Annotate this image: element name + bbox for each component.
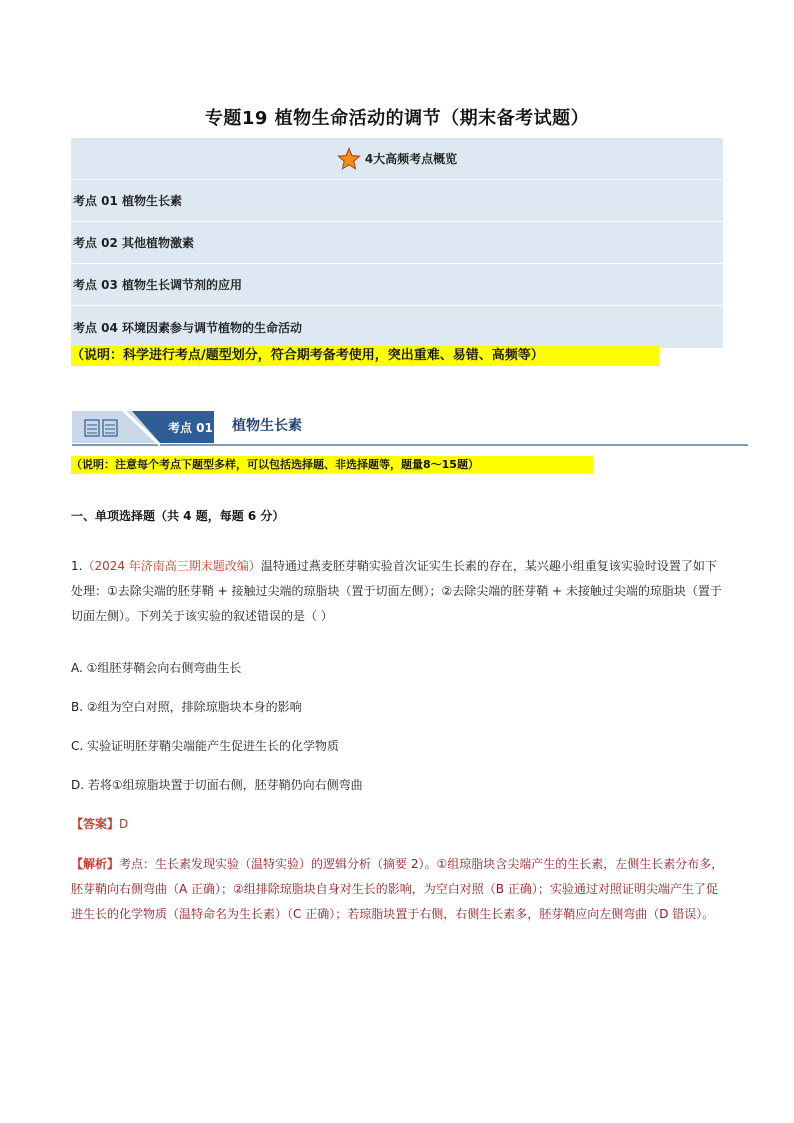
section-title: 植物生长素 bbox=[232, 418, 302, 434]
overview-item[interactable]: 考点 03 植物生长调节剂的应用 bbox=[71, 264, 723, 306]
analysis bbox=[71, 852, 725, 927]
main-note: （说明：科学进行考点/题型划分，符合期考备考使用，突出重难、易错、高频等） bbox=[71, 346, 659, 366]
analysis-label: 【解析】 bbox=[71, 857, 120, 871]
answer bbox=[71, 815, 128, 832]
part-heading: 一、单项选择题（共 4 题，每题 6 分） bbox=[71, 509, 285, 523]
analysis-text: 考点：生长素发现实验（温特实验）的逻辑分析（摘要 2）。①组琼脂块含尖端产生的生长素，左侧生长素分布多，胚芽鞘向右侧弯曲（A 正确）；②组排除琼脂块自身对生长的影响，为空白对照（B 正确）；实验通过对照证明尖端产生了促进生长的化学物质（温特命名为生长素）（C 正确）；若琼脂块置于右侧，右侧生长素多，胚芽鞘应向左侧弯曲（D 错误）。 bbox=[71, 857, 724, 921]
star-icon bbox=[337, 147, 361, 171]
question-stem bbox=[71, 554, 725, 629]
section-tag: 考点 01 bbox=[168, 421, 213, 435]
option-c: C. 实验证明胚芽鞘尖端能产生促进生长的化学物质 bbox=[71, 739, 340, 753]
section-banner bbox=[72, 409, 748, 449]
answer-label: 【答案】 bbox=[71, 817, 120, 831]
overview-heading bbox=[71, 138, 723, 180]
question-text: 温特通过燕麦胚芽鞘实验首次证实生长素的存在，某兴趣小组重复该实验时设置了如下处理：①去除尖端的胚芽鞘 + 接触过尖端的琼脂块（置于切面左侧）；②去除尖端的胚芽鞘 + 未接触过尖端的琼脂块（置于切面左侧）。下列关于该实验的叙述错误的是（ ） bbox=[71, 559, 722, 623]
page-title: 专题19 植物生命活动的调节（期末备考试题） bbox=[204, 108, 590, 129]
section-note: （说明：注意每个考点下题型多样，可以包括选择题、非选择题等，题量8～15题） bbox=[71, 456, 593, 474]
overview-item[interactable]: 考点 04 环境因素参与调节植物的生命活动 bbox=[73, 320, 303, 335]
option-d: D. 若将①组琼脂块置于切面右侧，胚芽鞘仍向右侧弯曲 bbox=[71, 778, 363, 792]
overview-item[interactable]: 考点 02 其他植物激素 bbox=[71, 222, 723, 264]
option-a: A. ①组胚芽鞘会向右侧弯曲生长 bbox=[71, 661, 242, 675]
question-source: （2024 年济南高三期末题改编） bbox=[82, 559, 261, 573]
answer-value: D bbox=[119, 817, 129, 831]
question-number: 1. bbox=[71, 559, 83, 573]
overview-heading-text: 4大高频考点概览 bbox=[364, 152, 458, 166]
book-icon bbox=[84, 419, 118, 437]
overview-table bbox=[71, 138, 723, 348]
option-b: B. ②组为空白对照，排除琼脂块本身的影响 bbox=[71, 700, 302, 714]
overview-item[interactable]: 考点 01 植物生长素 bbox=[71, 180, 723, 222]
